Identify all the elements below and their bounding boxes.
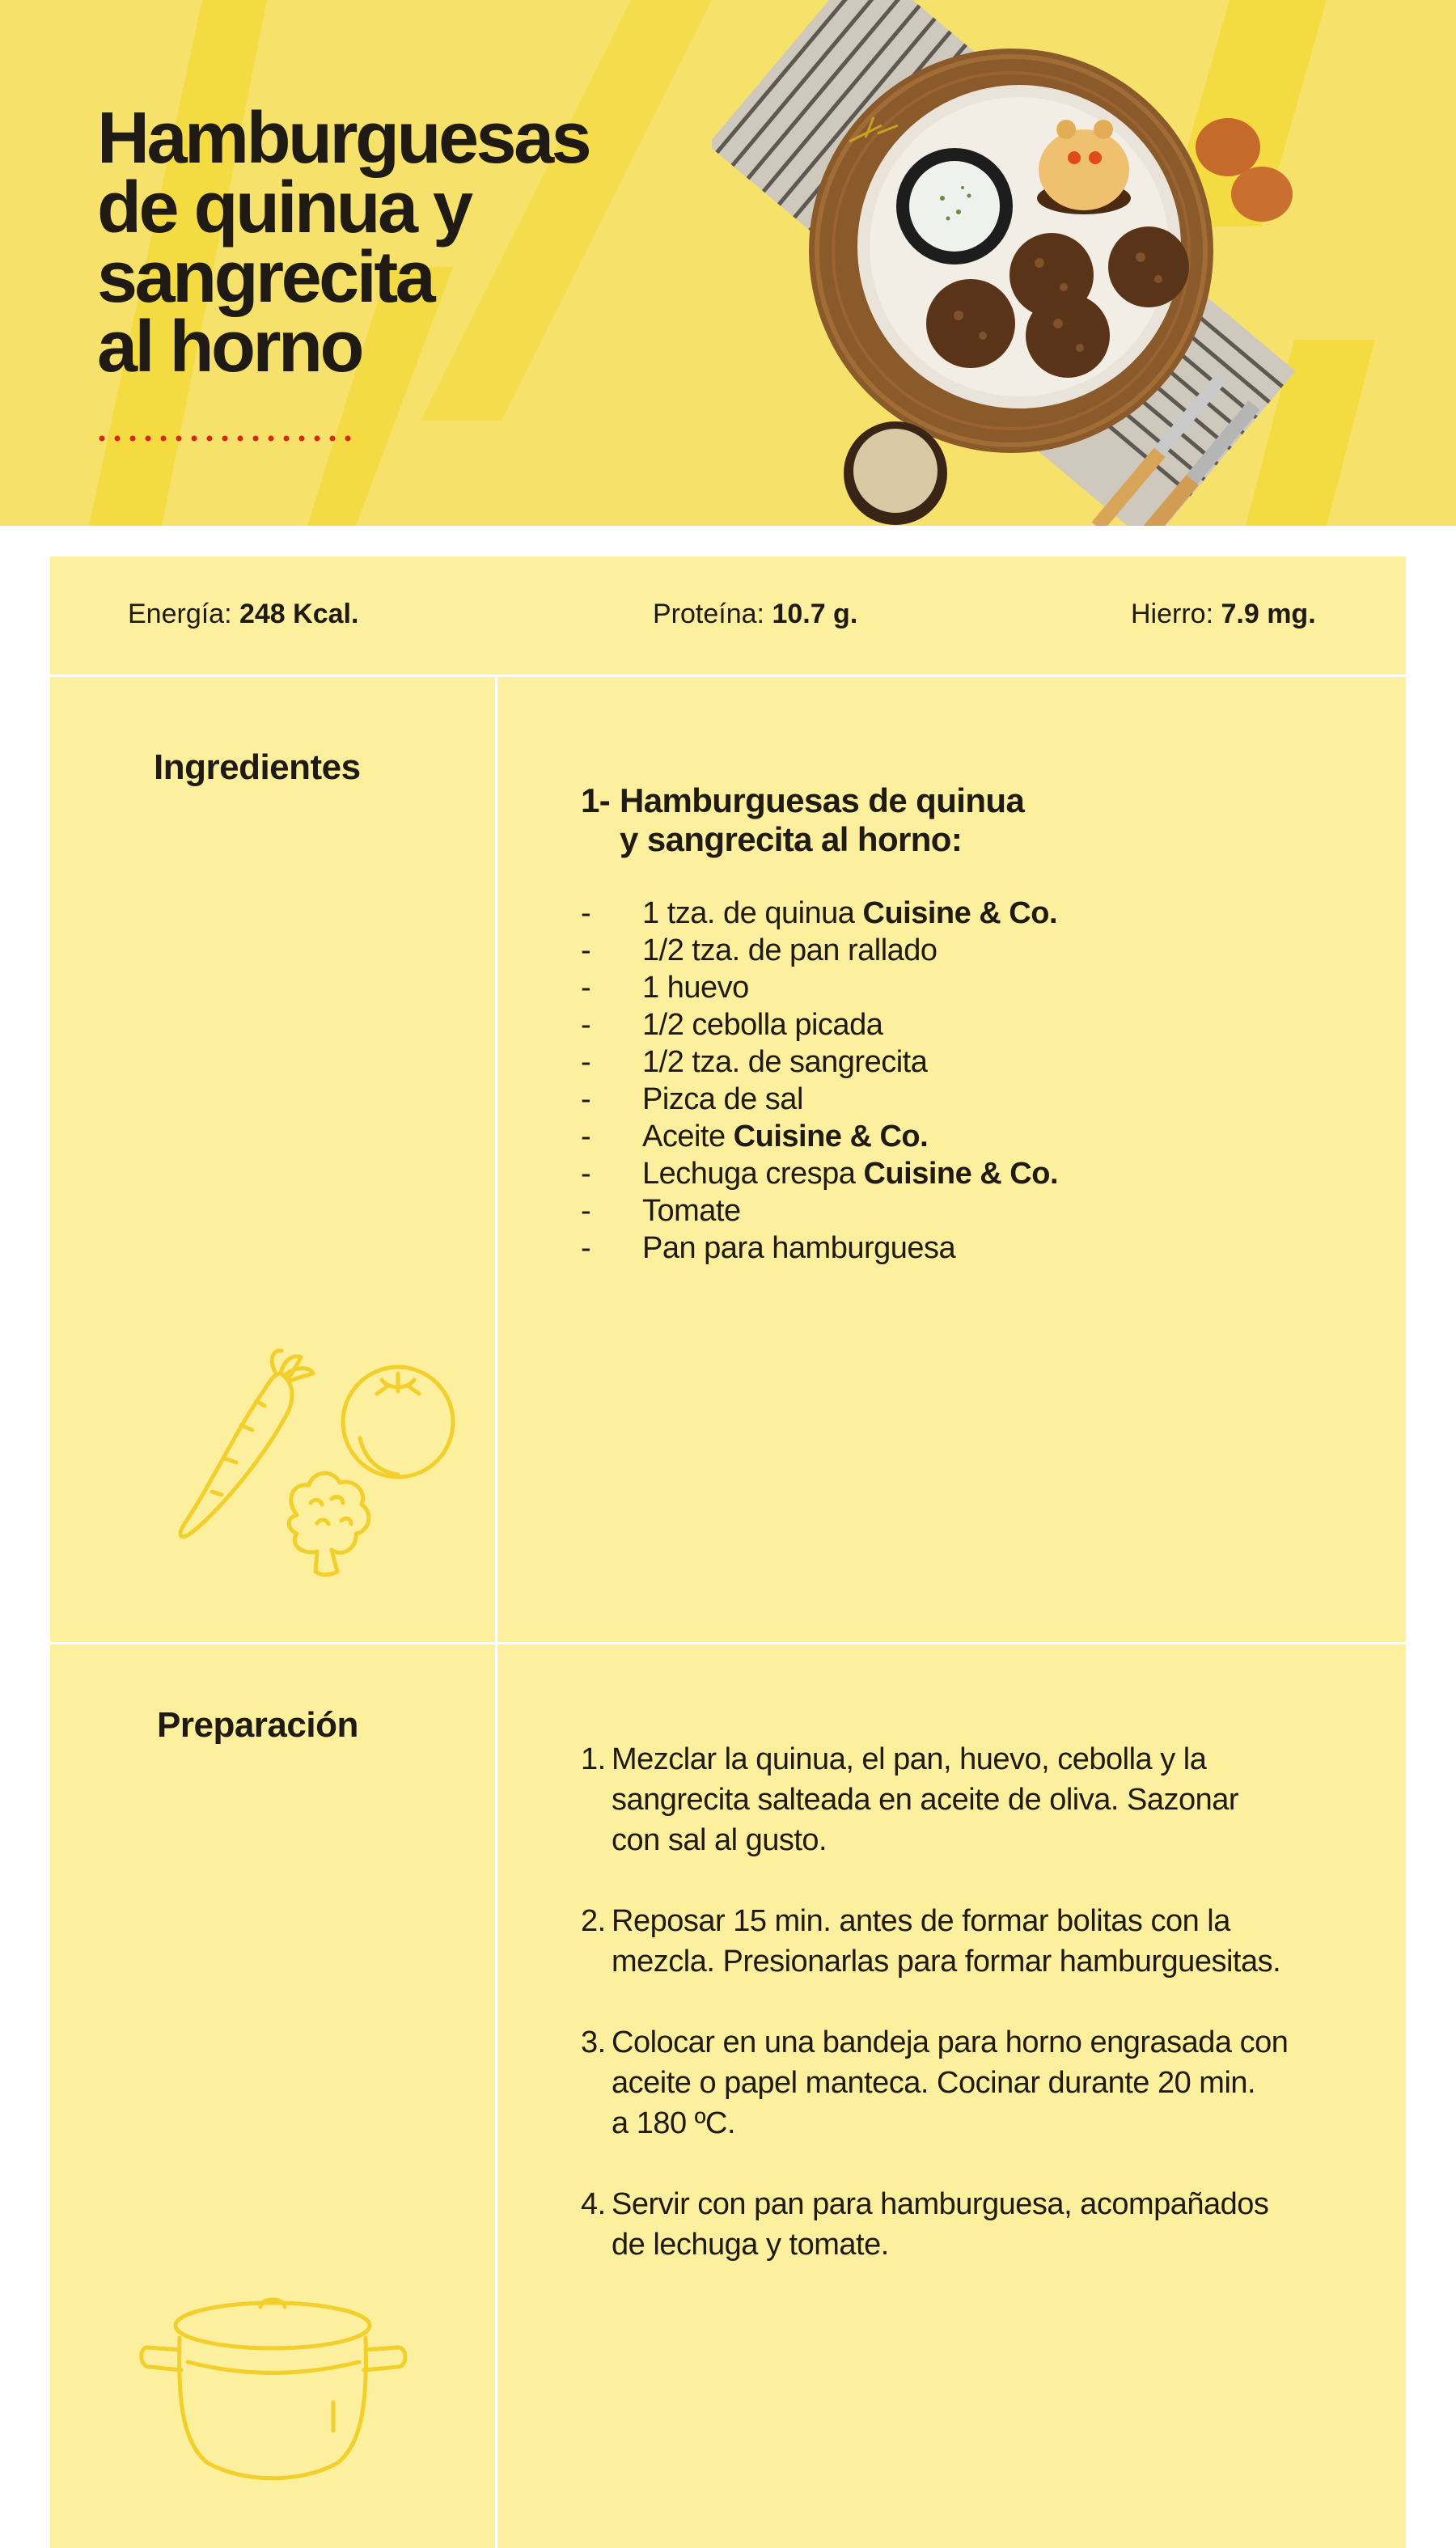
cooking-pot-doodle-icon bbox=[131, 2289, 422, 2491]
list-dash: - bbox=[581, 933, 591, 967]
nutrition-iron bbox=[1131, 599, 1316, 630]
ingredient-name: 1 tza. de quinua bbox=[642, 896, 863, 930]
ingredient-brand: Cuisine & Co. bbox=[862, 896, 1058, 930]
recipe-title-line: Hamburguesas bbox=[97, 98, 590, 179]
step-line: con sal al gusto. bbox=[612, 1823, 827, 1857]
ingredient-brand: Cuisine & Co. bbox=[863, 1157, 1059, 1191]
iron-value: 7.9 mg. bbox=[1221, 599, 1316, 629]
step-line: mezcla. Presionarlas para formar hamburguesitas. bbox=[612, 1945, 1281, 1979]
step-line: Mezclar la quinua, el pan, huevo, cebolla y la bbox=[612, 1742, 1207, 1776]
list-dash: - bbox=[581, 1194, 591, 1228]
ingredient-name: Pizca de sal bbox=[642, 1082, 803, 1116]
ingredients-section-label: Ingredientes bbox=[154, 747, 361, 787]
step-line: sangrecita salteada en aceite de oliva. Sazonar bbox=[612, 1783, 1239, 1817]
ingredient-name: 1 huevo bbox=[642, 971, 749, 1005]
ingredient-name: 1/2 cebolla picada bbox=[642, 1008, 883, 1042]
step-line: Servir con pan para hamburguesa, acompañados bbox=[612, 2187, 1269, 2221]
ingredients-heading-line: y sangrecita al horno: bbox=[620, 820, 963, 858]
preparation-section-label: Preparación bbox=[157, 1705, 358, 1745]
column-divider bbox=[495, 676, 497, 2548]
protein-value: 10.7 g. bbox=[772, 599, 858, 629]
ingredient-text bbox=[642, 1006, 882, 1043]
recipe-card bbox=[50, 557, 1406, 2548]
list-dash: - bbox=[581, 1045, 591, 1079]
list-dash: - bbox=[581, 971, 591, 1005]
step-number: 3. bbox=[581, 2025, 606, 2059]
list-dash: - bbox=[581, 1082, 591, 1116]
preparation-step bbox=[581, 1901, 1390, 1982]
step-line: de lechuga y tomate. bbox=[612, 2228, 889, 2262]
preparation-step bbox=[581, 2022, 1390, 2144]
nutrition-energy bbox=[128, 599, 358, 630]
nutrition-protein bbox=[653, 599, 857, 630]
nutrition-bar bbox=[50, 557, 1406, 676]
energy-label: Energía: bbox=[128, 599, 232, 629]
step-number: 1. bbox=[581, 1742, 606, 1776]
ingredient-name: Pan para hamburguesa bbox=[642, 1231, 956, 1265]
step-line: aceite o papel manteca. Cocinar durante 20 min. bbox=[612, 2066, 1256, 2100]
ingredient-name: Aceite bbox=[642, 1120, 734, 1153]
ingredient-name: 1/2 tza. de pan rallado bbox=[642, 933, 938, 967]
ingredients-heading-number: 1- bbox=[581, 781, 611, 819]
ingredients-heading-line: Hamburguesas de quinua bbox=[620, 781, 1025, 819]
step-number: 2. bbox=[581, 1904, 606, 1938]
list-dash: - bbox=[581, 1157, 591, 1191]
dotted-divider bbox=[99, 430, 354, 447]
list-dash: - bbox=[581, 1231, 591, 1265]
ingredient-text bbox=[642, 1118, 928, 1155]
recipe-title-line: sangrecita bbox=[97, 237, 434, 318]
ingredient-text bbox=[642, 969, 749, 1006]
list-dash: - bbox=[581, 1120, 591, 1153]
list-dash: - bbox=[581, 896, 591, 930]
ingredient-text bbox=[642, 1230, 955, 1267]
list-dash: - bbox=[581, 1008, 591, 1042]
divider bbox=[50, 675, 1406, 677]
recipe-title bbox=[97, 98, 663, 387]
ingredient-text bbox=[642, 1043, 927, 1081]
energy-value: 248 Kcal. bbox=[239, 599, 359, 629]
preparation-step bbox=[581, 2184, 1390, 2265]
ingredient-name: Tomate bbox=[642, 1194, 741, 1228]
step-line: Colocar en una bandeja para horno engrasada con bbox=[612, 2025, 1289, 2059]
ingredient-text bbox=[642, 1192, 741, 1230]
vegetables-doodle-icon bbox=[131, 1341, 471, 1584]
ingredient-text bbox=[642, 895, 1057, 932]
food-photo bbox=[712, 0, 1375, 526]
recipe-title-line: al horno bbox=[97, 307, 362, 387]
iron-label: Hierro: bbox=[1131, 599, 1214, 629]
hero-banner bbox=[0, 0, 1456, 526]
step-line: Reposar 15 min. antes de formar bolitas con la bbox=[612, 1904, 1230, 1938]
ingredient-name: Lechuga crespa bbox=[642, 1157, 864, 1191]
ingredient-name: 1/2 tza. de sangrecita bbox=[642, 1045, 928, 1079]
ingredient-brand: Cuisine & Co. bbox=[733, 1120, 929, 1153]
ingredient-text bbox=[642, 932, 938, 969]
protein-label: Proteína: bbox=[653, 599, 764, 629]
divider bbox=[50, 1642, 1406, 1644]
step-line: a 180 ºC. bbox=[612, 2106, 736, 2140]
ingredient-text bbox=[642, 1155, 1058, 1192]
recipe-title-line: de quinua y bbox=[97, 167, 471, 248]
step-number: 4. bbox=[581, 2187, 606, 2221]
preparation-step bbox=[581, 1739, 1390, 1860]
ingredient-text bbox=[642, 1081, 803, 1118]
